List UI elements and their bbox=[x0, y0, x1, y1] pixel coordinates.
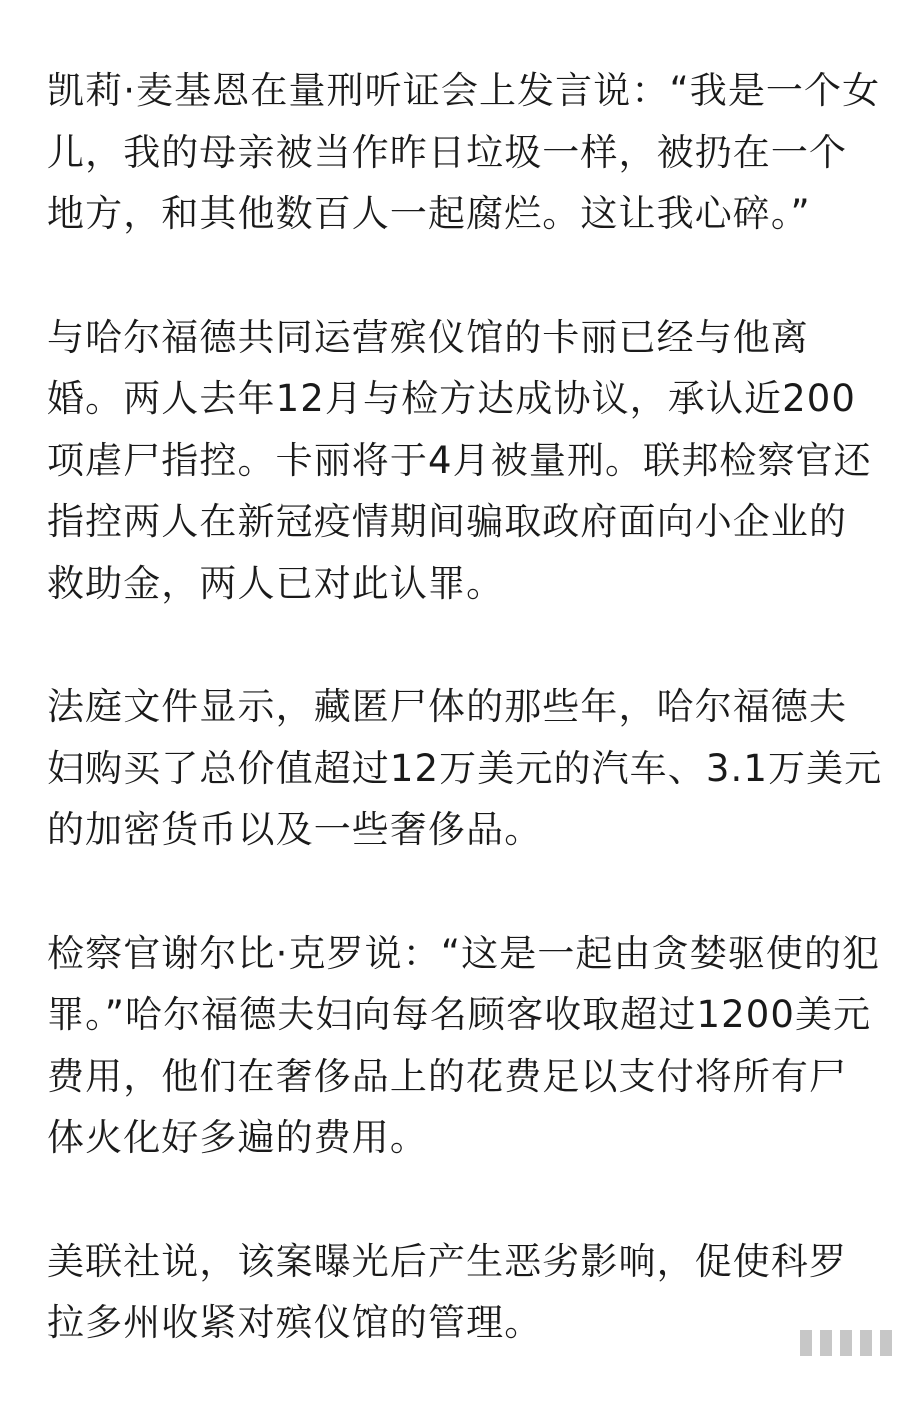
watermark-bar bbox=[878, 1328, 894, 1358]
text-line: 法庭文件显示，藏匿尸体的那些年，哈尔福德夫 bbox=[47, 685, 848, 728]
text-line: 与哈尔福德共同运营殡仪馆的卡丽已经与他离 bbox=[47, 315, 809, 359]
text-line: 妇购买了总价值超过12万美元的汽车、3.1万美元 bbox=[47, 746, 883, 790]
watermark-bar bbox=[818, 1328, 834, 1358]
article-body bbox=[47, 60, 883, 1416]
text-line: 儿，我的母亲被当作昨日垃圾一样，被扔在一个 bbox=[47, 130, 848, 174]
text-line: 罪。”哈尔福德夫妇向每名顾客收取超过1200美元 bbox=[47, 993, 872, 1036]
bar-logo-icon bbox=[798, 1328, 894, 1358]
text-line: 体火化好多遍的费用。 bbox=[47, 1116, 428, 1159]
text-line: 的加密货币以及一些奢侈品。 bbox=[47, 808, 543, 851]
text-line: 凯莉·麦基恩在量刑听证会上发言说：“我是一个女 bbox=[47, 69, 881, 112]
text-line: 指控两人在新冠疫情期间骗取政府面向小企业的 bbox=[47, 500, 848, 543]
text-line: 婚。两人去年12月与检方达成协议，承认近200 bbox=[47, 377, 857, 420]
paragraph-4 bbox=[47, 923, 881, 1169]
text-line: 救助金，两人已对此认罪。 bbox=[47, 561, 505, 605]
watermark-bar bbox=[798, 1328, 814, 1358]
text-line: 拉多州收紧对殡仪馆的管理。 bbox=[47, 1301, 543, 1344]
watermark-bar bbox=[858, 1328, 874, 1358]
paragraph-2 bbox=[47, 307, 877, 615]
paragraph-1 bbox=[47, 60, 881, 245]
paragraph-5 bbox=[47, 1231, 877, 1354]
text-line: 地方，和其他数百人一起腐烂。这让我心碎。” bbox=[47, 192, 811, 235]
text-line: 美联社说，该案曝光后产生恶劣影响，促使科罗 bbox=[47, 1239, 848, 1283]
text-line: 项虐尸指控。卡丽将于4月被量刑。联邦检察官还 bbox=[47, 438, 872, 482]
text-line: 检察官谢尔比·克罗说：“这是一起由贪婪驱使的犯 bbox=[47, 931, 881, 975]
paragraph-3 bbox=[47, 676, 883, 861]
watermark-bar bbox=[838, 1328, 854, 1358]
text-line: 费用，他们在奢侈品上的花费足以支付将所有尸 bbox=[47, 1054, 848, 1098]
